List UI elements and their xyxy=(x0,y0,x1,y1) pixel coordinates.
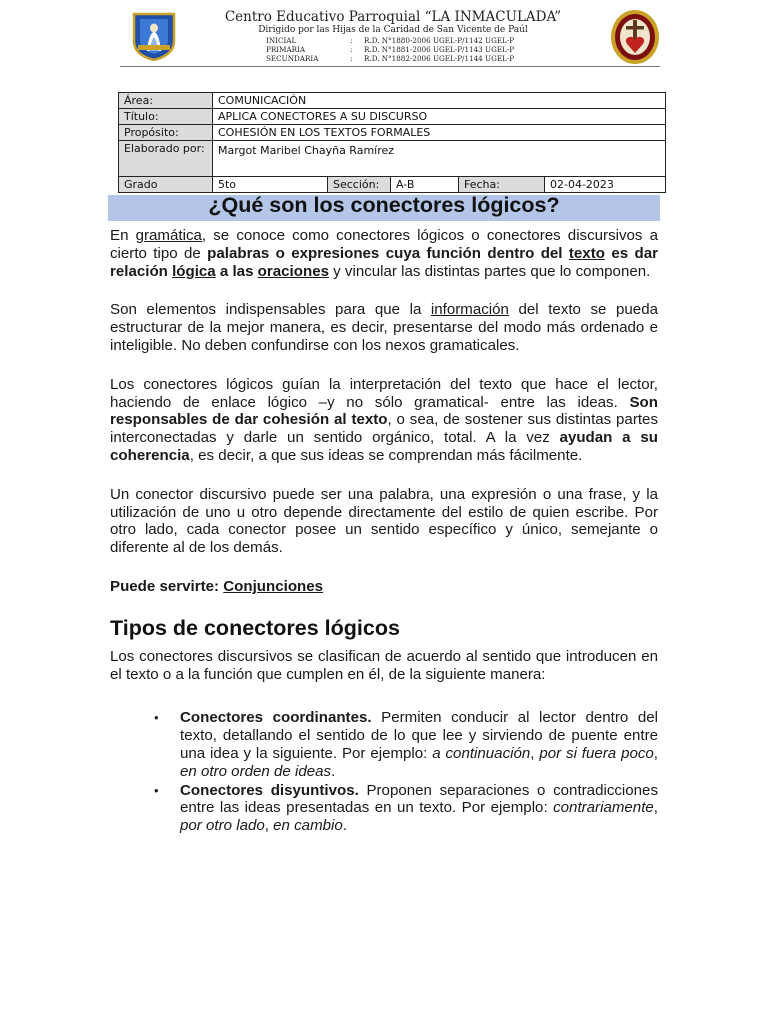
bold-text: ayudan a su coherencia xyxy=(110,429,658,464)
bullet-icon: • xyxy=(154,782,159,798)
level-separator: : xyxy=(350,54,353,63)
link-gramatica[interactable]: gramática xyxy=(135,227,202,244)
text-run: . xyxy=(342,817,347,835)
paragraph-importance xyxy=(110,301,658,354)
term: Conectores coordinantes. xyxy=(180,709,372,727)
lesson-info-table xyxy=(118,92,666,193)
author-value: Margot Maribel Chayña Ramírez xyxy=(213,141,666,177)
example: por si fuera poco xyxy=(539,744,654,762)
table-row xyxy=(119,109,666,125)
text-run: , xyxy=(653,744,658,762)
education-levels xyxy=(266,36,514,63)
level-row xyxy=(266,45,514,54)
header-divider xyxy=(120,66,660,67)
list-item xyxy=(110,782,658,835)
author-label: Elaborado por: xyxy=(119,141,213,177)
school-name: Centro Educativo Parroquial “LA INMACULADA” xyxy=(224,9,562,25)
text-run: , xyxy=(530,744,540,762)
see-also-note xyxy=(110,578,658,596)
list-item xyxy=(110,709,658,780)
title-label: Título: xyxy=(119,109,213,125)
article-body xyxy=(110,227,658,836)
level-name: PRIMARIA xyxy=(266,45,306,54)
connector-types-list xyxy=(110,709,658,835)
school-subtitle: Dirigido por las Hijas de la Caridad de San Vicente de Paúl xyxy=(258,25,528,35)
bold-text: palabras o expresiones cuya función dentro del xyxy=(207,244,569,262)
paragraph-definition xyxy=(110,227,658,280)
example: en otro orden de ideas xyxy=(180,762,332,780)
example: por otro lado xyxy=(180,817,265,835)
paragraph-function xyxy=(110,376,658,465)
term: Conectores disyuntivos. xyxy=(180,781,359,799)
text-run: Son elementos indispensables para que la xyxy=(110,301,431,319)
grade-value: 5to xyxy=(213,177,328,193)
letterhead xyxy=(0,0,768,72)
bold-text: es dar relación xyxy=(110,244,658,280)
section-label: Sección: xyxy=(328,177,391,193)
bold-text: Son responsables de dar cohesión al texto xyxy=(110,393,658,429)
level-row xyxy=(266,36,514,45)
text-run: Proponen separaciones o contradicciones entre las ideas presentadas en un texto. Por ejemplo: xyxy=(180,781,658,817)
text-run: , xyxy=(653,799,658,817)
level-separator: : xyxy=(350,36,353,45)
grade-label: Grado xyxy=(119,177,213,193)
text-run: Los conectores lógicos guían la interpretación del texto que hace el lector, haciendo de enlace lógico –y no sólo gramatical- entre las ideas. xyxy=(110,375,658,411)
area-value: COMUNICACIÓN xyxy=(213,93,666,109)
section-value: A-B xyxy=(391,177,459,193)
text-run: Permiten conducir al lector dentro del texto, detallando el sentido de lo que lee y sirviendo de puente entre una idea y la siguiente. Por ejemplo: xyxy=(180,709,658,762)
level-resolution: R.D. N°1880-2006 UGEL-P/1142 UGEL-P xyxy=(364,36,515,45)
example: a continuación xyxy=(432,744,531,762)
link-oraciones[interactable]: oraciones xyxy=(257,262,329,280)
purpose-value: COHESIÓN EN LOS TEXTOS FORMALES xyxy=(213,125,666,141)
paragraph-style: Un conector discursivo puede ser una palabra, una expresión o una frase, y la utilización de uno u otro depende directamente del estilo de quien escribe. Por otro lado, cada conector posee un sentido específico y único, semejante o diferente al de los demás. xyxy=(110,485,658,557)
text-run: , o sea, de sostener sus distintas partes interconectadas y darle un sentido orgánico, total. A la vez xyxy=(110,411,658,447)
text-run: . xyxy=(331,762,336,780)
link-logica[interactable]: lógica xyxy=(172,262,216,280)
page-title: ¿Qué son los conectores lógicos? xyxy=(208,193,560,217)
bold-text: a las xyxy=(215,262,258,280)
example: en cambio xyxy=(273,817,343,835)
school-crest-icon xyxy=(130,11,178,61)
text-run: , es decir, a que sus ideas se comprendan más fácilmente. xyxy=(189,446,583,464)
see-also-label: Puede servirte: xyxy=(110,577,224,595)
table-row xyxy=(119,177,666,193)
section-heading: Tipos de conectores lógicos xyxy=(110,615,400,640)
link-texto[interactable]: texto xyxy=(568,244,605,262)
purpose-label: Propósito: xyxy=(119,125,213,141)
title-value: APLICA CONECTORES A SU DISCURSO xyxy=(213,109,666,125)
text-run: y vincular las distintas partes que lo componen. xyxy=(328,262,651,280)
text-run: En xyxy=(110,227,136,244)
text-run: , se conoce como conectores lógicos o conectores discursivos a cierto tipo de xyxy=(110,227,659,262)
table-row xyxy=(119,141,666,177)
level-resolution: R.D. N°1881-2006 UGEL-P/1143 UGEL-P xyxy=(364,45,515,54)
text-run: , xyxy=(264,817,274,835)
sacred-heart-emblem-icon xyxy=(610,9,660,65)
level-name: INICIAL xyxy=(266,36,297,45)
level-row xyxy=(266,54,514,63)
bullet-icon: • xyxy=(154,710,159,726)
table-row xyxy=(119,125,666,141)
example: contrariamente xyxy=(553,799,654,817)
paragraph-classification: Los conectores discursivos se clasifican de acuerdo al sentido que introducen en el texto o a la función que cumplen en él, de la siguiente manera: xyxy=(110,647,658,683)
text-run: del texto se pueda estructurar de la mejor manera, es decir, presentarse del modo más ordenado e inteligible. No deben confundirse con los nexos gramaticales. xyxy=(110,301,658,354)
level-name: SECUNDARIA xyxy=(266,54,319,63)
level-separator: : xyxy=(350,45,353,54)
link-informacion[interactable]: información xyxy=(430,301,509,319)
table-row xyxy=(119,93,666,109)
link-conjunciones[interactable]: Conjunciones xyxy=(223,577,324,595)
date-label: Fecha: xyxy=(459,177,545,193)
level-resolution: R.D. N°1882-2006 UGEL-P/1144 UGEL-P xyxy=(364,54,515,63)
area-label: Área: xyxy=(119,93,213,109)
date-value: 02-04-2023 xyxy=(545,177,666,193)
